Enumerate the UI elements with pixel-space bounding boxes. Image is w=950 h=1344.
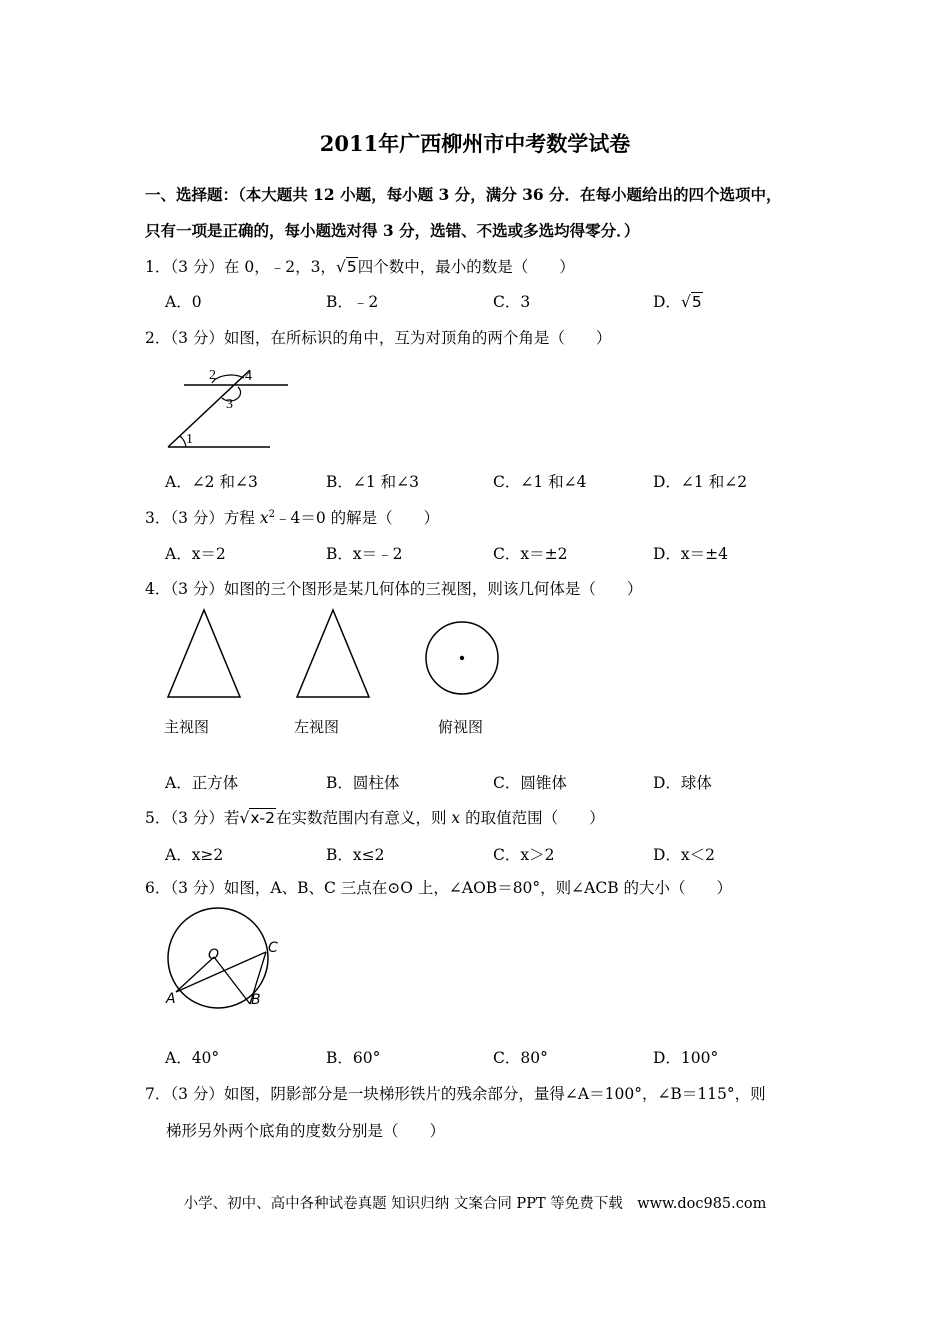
q5-option-b: B．x≤2 (326, 846, 385, 864)
q3-option-b: B．x＝﹣2 (326, 545, 403, 563)
q7-line-2: 梯形另外两个底角的度数分别是（ ） (166, 1122, 446, 1140)
q5-text-b: 在实数范围内有意义，则 (275, 809, 452, 827)
q2-label-1: 1 (186, 432, 193, 447)
q5-var: x (451, 809, 461, 827)
q4-text: 如图的三个图形是某几何体的三视图，则该几何体是（ ） (223, 580, 643, 598)
q5-sqrt: √x-2 (239, 809, 275, 827)
q2-number: 2． (145, 329, 171, 347)
q1-radicand: 5 (346, 258, 357, 276)
q6-label-b: B (251, 992, 261, 1008)
question-7 (145, 1082, 766, 1104)
q3-text-a: 方程 (223, 509, 260, 527)
q5-text-c: 的取值范围（ ） (460, 809, 605, 827)
q4-option-d: D．球体 (653, 774, 712, 792)
q1-option-d (653, 290, 703, 312)
q6-segment-ob (214, 957, 250, 1004)
q3-score: （3 分） (170, 509, 224, 527)
q6-label-a: A (166, 991, 176, 1007)
q3-text-b: ﹣4＝0 的解是（ ） (274, 509, 440, 527)
q1-option-a: A．0 (165, 293, 202, 311)
q1-number: 1． (145, 258, 171, 276)
q5-option-d: D．x＜2 (653, 846, 716, 864)
q7-number: 7． (145, 1085, 171, 1103)
question-5 (145, 806, 605, 828)
question-2 (145, 326, 611, 348)
q5-text-a: 若 (223, 809, 240, 827)
q4-figure (160, 605, 520, 745)
q6-option-d: D．100° (653, 1049, 719, 1067)
q3-number: 3． (145, 509, 171, 527)
q4-top-view-center-dot (460, 656, 464, 660)
q3-option-d: D．x＝±4 (653, 545, 729, 563)
q6-text: 如图，A、B、C 三点在⊙O 上，∠AOB＝80°，则∠ACB 的大小（ ） (223, 879, 733, 897)
q1-text-b: 四个数中，最小的数是（ ） (357, 258, 575, 276)
q1-text-a: 在 0，﹣2，3， (223, 258, 336, 276)
q1-option-b: B．﹣2 (326, 293, 379, 311)
q5-option-a: A．x≥2 (165, 846, 224, 864)
q2-score: （3 分） (170, 329, 224, 347)
q2-label-4: 4 (245, 369, 252, 384)
q2-figure (160, 358, 295, 453)
question-6 (145, 876, 732, 898)
q6-label-c: C (268, 940, 278, 956)
q6-segment-ac (176, 952, 266, 992)
q2-label-3: 3 (226, 397, 233, 412)
q4-front-view-triangle (168, 610, 240, 697)
q4-label-top: 俯视图 (438, 718, 484, 736)
q4-side-view-triangle (297, 610, 369, 697)
q2-option-c: C．∠1 和∠4 (493, 473, 587, 491)
q2-label-2: 2 (209, 368, 216, 383)
q7-score: （3 分） (170, 1085, 224, 1103)
q6-option-b: B．60° (326, 1049, 381, 1067)
q4-option-c: C．圆锥体 (493, 774, 567, 792)
q6-option-a: A．40° (165, 1049, 220, 1067)
q4-option-a: A．正方体 (165, 774, 239, 792)
q4-number: 4． (145, 580, 171, 598)
q6-label-o: O (208, 947, 220, 963)
q1-score: （3 分） (170, 258, 224, 276)
q5-radicand: x-2 (250, 809, 275, 827)
question-4 (145, 577, 642, 599)
footer-text: 小学、初中、高中各种试卷真题 知识归纳 文案合同 PPT 等免费下载 www.doc985.com (183, 1196, 767, 1212)
q2-angle-arc-2-4 (212, 375, 244, 383)
question-1 (145, 255, 575, 277)
q3-option-c: C．x＝±2 (493, 545, 568, 563)
q1-sqrt: √5 (335, 258, 357, 276)
q3-var: x (259, 509, 269, 527)
q7-line-1: 如图，阴影部分是一块梯形铁片的残余部分，量得∠A＝100°，∠B＝115°，则 (223, 1085, 766, 1103)
q4-score: （3 分） (170, 580, 224, 598)
q6-figure (160, 905, 295, 1015)
section-header-line-1: 一、选择题：（本大题共 12 小题，每小题 3 分，满分 36 分．在每小题给出的四个选项中， (145, 185, 782, 204)
q1-option-d-label: D． (653, 293, 681, 311)
q5-option-c: C．x＞2 (493, 846, 555, 864)
q2-option-a: A．∠2 和∠3 (165, 473, 258, 491)
q1-option-d-radicand: 5 (691, 293, 702, 311)
q4-label-side: 左视图 (294, 718, 340, 736)
page-title: 2011年广西柳州市中考数学试卷 (319, 131, 631, 156)
q2-text: 如图，在所标识的角中，互为对顶角的两个角是（ ） (223, 329, 612, 347)
q2-option-b: B．∠1 和∠3 (326, 473, 420, 491)
q3-option-a: A．x＝2 (165, 545, 226, 563)
q6-option-c: C．80° (493, 1049, 548, 1067)
q6-number: 6． (145, 879, 171, 897)
section-header-line-2: 只有一项是正确的，每小题选对得 3 分，选错、不选或多选均得零分．） (145, 221, 640, 240)
question-3 (145, 506, 439, 528)
q6-score: （3 分） (170, 879, 224, 897)
q1-option-d-sqrt: √5 (680, 293, 702, 311)
q3-exponent: 2 (268, 508, 275, 520)
q4-label-front: 主视图 (164, 718, 210, 736)
q5-number: 5． (145, 809, 171, 827)
q2-option-d: D．∠1 和∠2 (653, 473, 748, 491)
q4-option-b: B．圆柱体 (326, 774, 400, 792)
q5-score: （3 分） (170, 809, 224, 827)
q1-option-c: C．3 (493, 293, 531, 311)
